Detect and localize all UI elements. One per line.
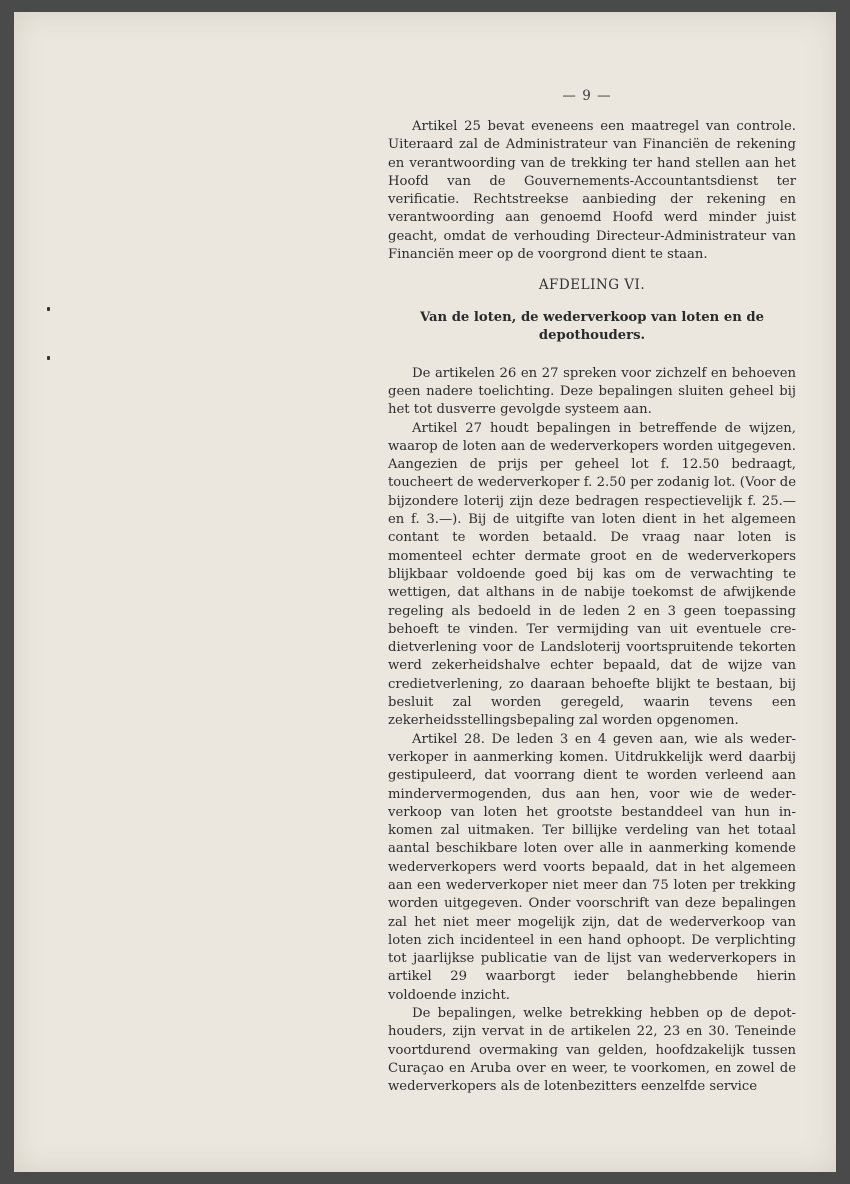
section-title: AFDELING VI. bbox=[538, 277, 646, 294]
margin-punch-mark bbox=[47, 307, 50, 311]
body-paragraph: De artikelen 26 en 27 spreken voor zichzelf en behoeven geen nadere toelichting. Deze bepalingen sluiten geheel bij het tot dusverre gevolgde systeem aan. bbox=[388, 365, 796, 418]
section-subtitle: Van de loten, de wederverkoop van loten en de depothouders. bbox=[419, 309, 765, 343]
margin-punch-mark bbox=[47, 356, 50, 360]
body-paragraph: De bepalingen, welke betrekking hebben op de depothouders, zijn vervat in de artikelen 22, 23 en 30. Teneinde voortdurend overmaking van gelden, hoofdzakelijk tussen Curaçao en Aruba over en weer, te voorkomen, en zowel de wederverkopers als de lotenbezitters eenzelfde service bbox=[388, 1006, 796, 1095]
body-paragraph: Artikel 28. De leden 3 en 4 geven aan, wie als wederverkoper in aanmerking komen. Uitdrukkelijk werd daarbij gestipuleerd, dat voorrang dient te worden verleend aan mindervermogenden, dus aan hen, voor wie de wederverkoop van loten het grootste bestanddeel van hun inkomen zal uitmaken. Ter billijke verdeling van het totaal aantal beschikbare loten over alle in aanmerking komende wederverkopers werd voorts bepaald, dat in het algemeen aan een wederverkoper niet meer dan 75 loten per trekking worden uitgegeven. Onder voorschrift van deze bepalingen zal het niet meer mogelijk zijn, dat de wederverkoop van loten zich incidenteel in een hand ophoopt. De verplichting tot jaarlijkse publicatie van de lijst van wederverkopers in artikel 29 waarborgt ieder belanghebbende hierin voldoende inzicht. bbox=[388, 731, 796, 1003]
intro-paragraph: Artikel 25 bevat eveneens een maatregel van controle. Uiteraard zal de Administrateur van Financiën de rekening en verantwoording van de trekking ter hand stellen aan het Hoofd van de Gouvernements-Accountantsdienst ter verificatie. Rechtstreekse aanbieding der rekening en verantwoording aan genoemd Hoofd werd minder juist geacht, omdat de verhouding Directeur-Administrateur van Financiën meer op de voorgrond dient te staan. bbox=[388, 119, 796, 263]
body-paragraph: Artikel 27 houdt bepalingen in betreffende de wijzen, waarop de loten aan de wederverkopers worden uitgegeven. Aangezien de prijs per geheel lot f. 12.50 bedraagt, toucheert de wederverkoper f. 2.50 per zodanig lot. (Voor de bijzondere loterij zijn deze bedragen respectievelijk f. 25.— en f. 3.—). Bij de uitgifte van loten dient in het algemeen contant te worden betaald. De vraag naar loten is momenteel echter dermate groot en de wederverkopers blijkbaar voldoende goed bij kas om de verwachting te wettigen, dat althans in de nabije toekomst de afwijkende regeling als bedoeld in de leden 2 en 3 geen toepassing behoeft te vinden. Ter vermijding van uit eventuele credietverlening voor de Landsloterij voortspruitende tekorten werd zekerheidshalve echter bepaald, dat de wijze van credietverlening, zo daaraan behoefte blijkt te bestaan, bij besluit zal worden geregeld, waarin tevens een zekerheidsstellingsbepaling zal worden opgenomen. bbox=[388, 420, 796, 729]
document-page bbox=[14, 12, 836, 1172]
page-number: — 9 — bbox=[562, 88, 612, 104]
text-column bbox=[388, 118, 796, 1097]
section-spacer bbox=[388, 345, 796, 365]
